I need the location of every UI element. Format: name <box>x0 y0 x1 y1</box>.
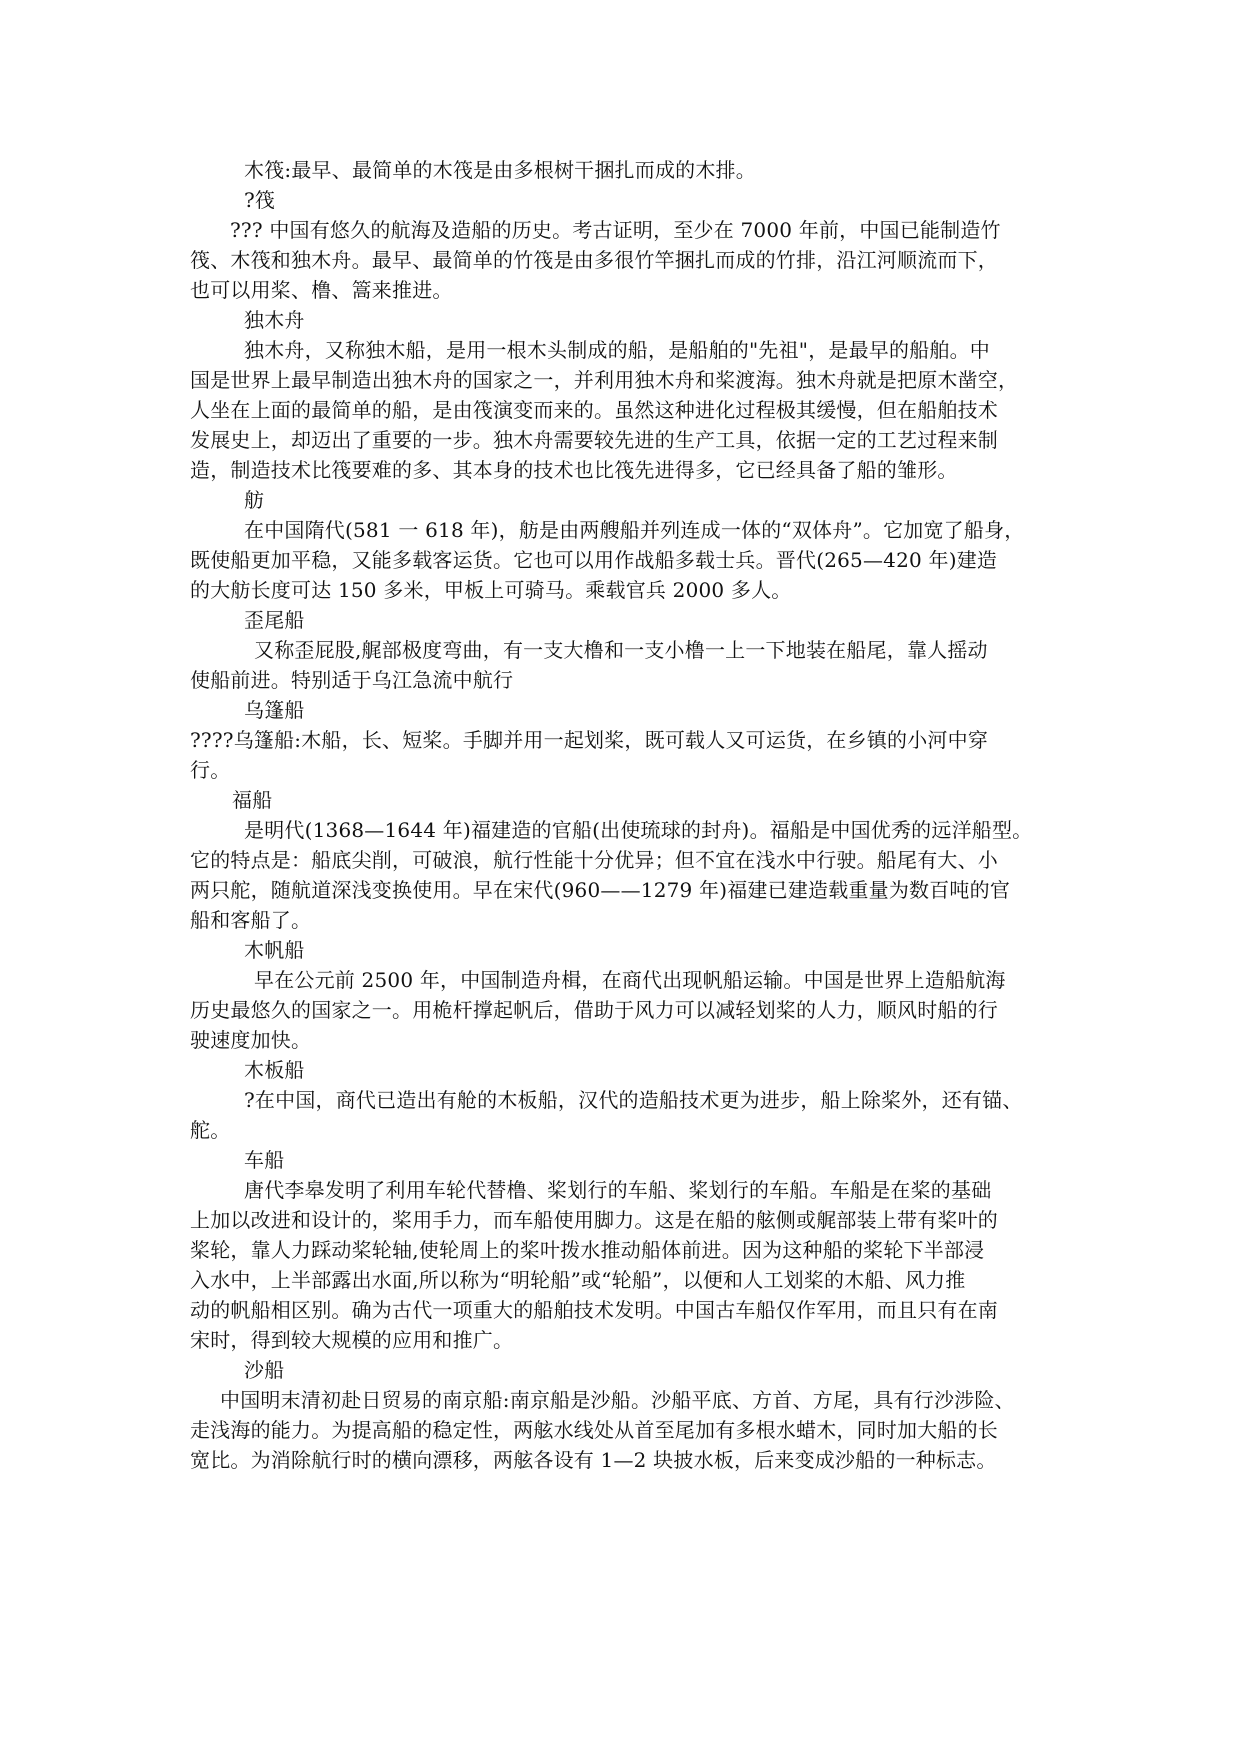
text-line: 动的帆船相区别。确为古代一项重大的船舶技术发明。中国古车船仅作军用，而且只有在南 <box>190 1298 998 1322</box>
text-line: 唐代李皋发明了利用车轮代替橹、桨划行的车船、桨划行的车船。车船是在桨的基础 <box>244 1178 992 1202</box>
section-heading: 车船 <box>244 1148 285 1172</box>
text-line: 舵。 <box>190 1118 231 1142</box>
text-line: 桨轮，靠人力踩动桨轮轴,使轮周上的桨叶拨水推动船体前进。因为这种船的桨轮下半部浸 <box>190 1238 985 1262</box>
text-line: ??? 中国有悠久的航海及造船的历史。考古证明，至少在 7000 年前，中国已能制造竹 <box>230 218 1001 242</box>
section-heading: 木板船 <box>244 1058 305 1082</box>
text-line: 筏、木筏和独木舟。最早、最简单的竹筏是由多很竹竿捆扎而成的竹排，沿江河顺流而下， <box>190 248 998 272</box>
text-line: 驶速度加快。 <box>190 1028 312 1052</box>
text-line: 使船前进。特别适于乌江急流中航行 <box>190 668 514 692</box>
section-heading: 独木舟 <box>244 308 305 332</box>
text-line: 走浅海的能力。为提高船的稳定性，两舷水线处从首至尾加有多根水蜡木，同时加大船的长 <box>190 1418 998 1442</box>
text-line: 国是世界上最早制造出独木舟的国家之一，并利用独木舟和桨渡海。独木舟就是把原木凿空， <box>190 368 1019 392</box>
section-heading: 舫 <box>244 488 265 512</box>
section-heading: ?筏 <box>244 188 276 212</box>
text-line: 是明代(1368—1644 年)福建造的官船(出使琉球的封舟)。福船是中国优秀的远洋船型。 <box>244 818 1033 842</box>
section-heading: 福船 <box>232 788 273 812</box>
text-line: 宽比。为消除航行时的横向漂移，两舷各设有 1—2 块披水板，后来变成沙船的一种标志。 <box>190 1448 997 1472</box>
text-line: 也可以用桨、橹、篙来推进。 <box>190 278 453 302</box>
text-line: 既使船更加平稳，又能多载客运货。它也可以用作战船多载士兵。晋代(265—420 年)建造 <box>190 548 998 572</box>
section-heading: 木帆船 <box>244 938 305 962</box>
text-line: 它的特点是：船底尖削，可破浪，航行性能十分优异；但不宜在浅水中行驶。船尾有大、小 <box>190 848 998 872</box>
text-line: 人坐在上面的最简单的船，是由筏演变而来的。虽然这种进化过程极其缓慢，但在船舶技术 <box>190 398 998 422</box>
document-body <box>190 155 1050 1475</box>
section-heading: 歪尾船 <box>244 608 305 632</box>
text-line: 发展史上，却迈出了重要的一步。独木舟需要较先进的生产工具，依据一定的工艺过程来制 <box>190 428 998 452</box>
text-line: ?在中国，商代已造出有舱的木板船，汉代的造船技术更为进步，船上除桨外，还有锚、 <box>244 1088 1023 1112</box>
text-line: 入水中，上半部露出水面,所以称为“明轮船”或“轮船”，以便和人工划桨的木船、风力推 <box>190 1268 966 1292</box>
text-line: 中国明末清初赴日贸易的南京船:南京船是沙船。沙船平底、方首、方尾，具有行沙涉险、 <box>220 1388 1015 1412</box>
text-line: 在中国隋代(581 一 618 年)，舫是由两艘船并列连成一体的“双体舟”。它加宽了船身， <box>244 518 1025 542</box>
text-line: 船和客船了。 <box>190 908 312 932</box>
text-line: 的大舫长度可达 150 多米，甲板上可骑马。乘载官兵 2000 多人。 <box>190 578 792 602</box>
text-line: 上加以改进和设计的，桨用手力，而车船使用脚力。这是在船的舷侧或艉部装上带有桨叶的 <box>190 1208 998 1232</box>
text-line: 历史最悠久的国家之一。用桅杆撑起帆后，借助于风力可以减轻划桨的人力，顺风时船的行 <box>190 998 998 1022</box>
text-line: 造，制造技术比筏要难的多、其本身的技术也比筏先进得多，它已经具备了船的雏形。 <box>190 458 958 482</box>
text-line: 木筏:最早、最简单的木筏是由多根树干捆扎而成的木排。 <box>244 158 756 182</box>
text-line: ????乌篷船:木船，长、短桨。手脚并用一起划桨，既可载人又可运货，在乡镇的小河中穿 <box>190 728 989 752</box>
text-line: 行。 <box>190 758 231 782</box>
section-heading: 沙船 <box>244 1358 285 1382</box>
text-line: 宋时，得到较大规模的应用和推广。 <box>190 1328 514 1352</box>
text-line: 两只舵，随航道深浅变换使用。早在宋代(960——1279 年)福建已建造载重量为数百吨的官 <box>190 878 1011 902</box>
text-line: 早在公元前 2500 年，中国制造舟楫，在商代出现帆船运输。中国是世界上造船航海 <box>254 968 1006 992</box>
text-line: 又称歪屁股,艉部极度弯曲，有一支大橹和一支小橹一上一下地装在船尾，靠人摇动 <box>254 638 988 662</box>
text-line: 独木舟，又称独木船，是用一根木头制成的船，是船舶的"先祖"，是最早的船舶。中 <box>244 338 990 362</box>
section-heading: 乌篷船 <box>244 698 305 722</box>
